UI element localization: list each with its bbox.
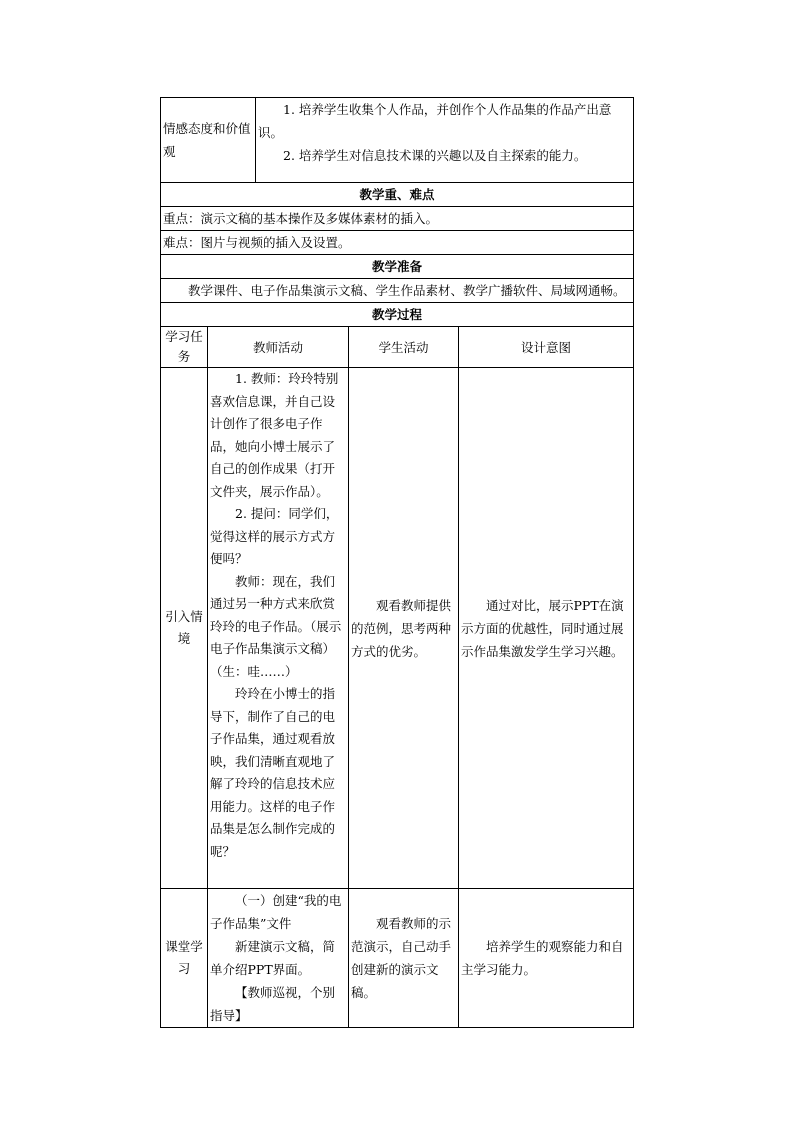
preparation-heading-row — [161, 255, 634, 279]
teacher-activity-cell — [208, 368, 349, 889]
preparation-text: 教学课件、电子作品集演示文稿、学生作品素材、教学广播软件、局域网通畅。 — [161, 279, 634, 303]
process-heading: 教学过程 — [161, 303, 634, 327]
difficult-point: 难点：图片与视频的插入及设置。 — [161, 231, 634, 255]
attitude-item: 1. 培养学生收集个人作品，并创作个人作品集的作品产出意识。 — [258, 102, 612, 140]
teacher-activity-paragraph: 【教师巡视，个别指导】 — [210, 985, 336, 1023]
preparation-row — [161, 279, 634, 303]
design-intent-cell: 通过对比，展示PPT在演示方面的优越性，同时通过展示作品集激发学生学习兴趣。 — [459, 368, 634, 889]
teacher-activity-paragraph: 玲玲在小博士的指导下，制作了自己的电子作品集，通过观看放映，我们清晰直观地了解了玲玲的信息技术应用能力。这样的电子作品集是怎么制作完成的呢？ — [210, 686, 336, 859]
important-point: 重点：演示文稿的基本操作及多媒体素材的插入。 — [161, 207, 634, 231]
column-header-teacher: 教师活动 — [208, 327, 349, 368]
important-point-row — [161, 207, 634, 231]
teacher-activity-paragraph: 2. 提问：同学们，觉得这样的展示方式方便吗？ — [210, 506, 339, 566]
process-column-header-row — [161, 327, 634, 368]
lesson-plan-table — [160, 97, 634, 1028]
teacher-activity-paragraph: 新建演示文稿，简单介绍PPT界面。 — [210, 939, 336, 977]
key-points-heading-row — [161, 183, 634, 207]
teacher-activity-paragraph: （生：哇……） — [210, 663, 298, 679]
attitude-row — [161, 98, 634, 183]
teacher-activity-paragraph: 1. 教师：玲玲特别喜欢信息课，并自己设计创作了很多电子作品，她向小博士展示了自己的创作成果（打开文件夹，展示作品）。 — [210, 371, 339, 499]
task-cell: 课堂学习 — [161, 889, 208, 1028]
column-header-task: 学习任务 — [161, 327, 208, 368]
student-activity-cell: 观看教师提供的范例，思考两种方式的优劣。 — [349, 368, 459, 889]
process-heading-row — [161, 303, 634, 327]
design-intent-cell: 培养学生的观察能力和自主学习能力。 — [459, 889, 634, 1028]
teacher-activity-cell — [208, 889, 349, 1028]
preparation-heading: 教学准备 — [161, 255, 634, 279]
task-cell: 引入情境 — [161, 368, 208, 889]
column-header-intent: 设计意图 — [459, 327, 634, 368]
process-row-intro — [161, 368, 634, 889]
column-header-student: 学生活动 — [349, 327, 459, 368]
attitude-content — [256, 98, 634, 183]
lesson-plan-page — [160, 97, 633, 1028]
key-points-heading: 教学重、难点 — [161, 183, 634, 207]
difficult-point-row — [161, 231, 634, 255]
student-activity-cell: 观看教师的示范演示，自己动手创建新的演示文稿。 — [349, 889, 459, 1028]
attitude-item: 2. 培养学生对信息技术课的兴趣以及自主探索的能力。 — [283, 148, 587, 163]
teacher-activity-paragraph: （一）创建“我的电子作品集”文件 — [210, 893, 342, 931]
attitude-label: 情感态度和价值观 — [161, 98, 256, 183]
process-row-class — [161, 889, 634, 1028]
teacher-activity-paragraph: 教师：现在，我们通过另一种方式来欣赏玲玲的电子作品。（展示电子作品集演示文稿） — [210, 573, 342, 656]
